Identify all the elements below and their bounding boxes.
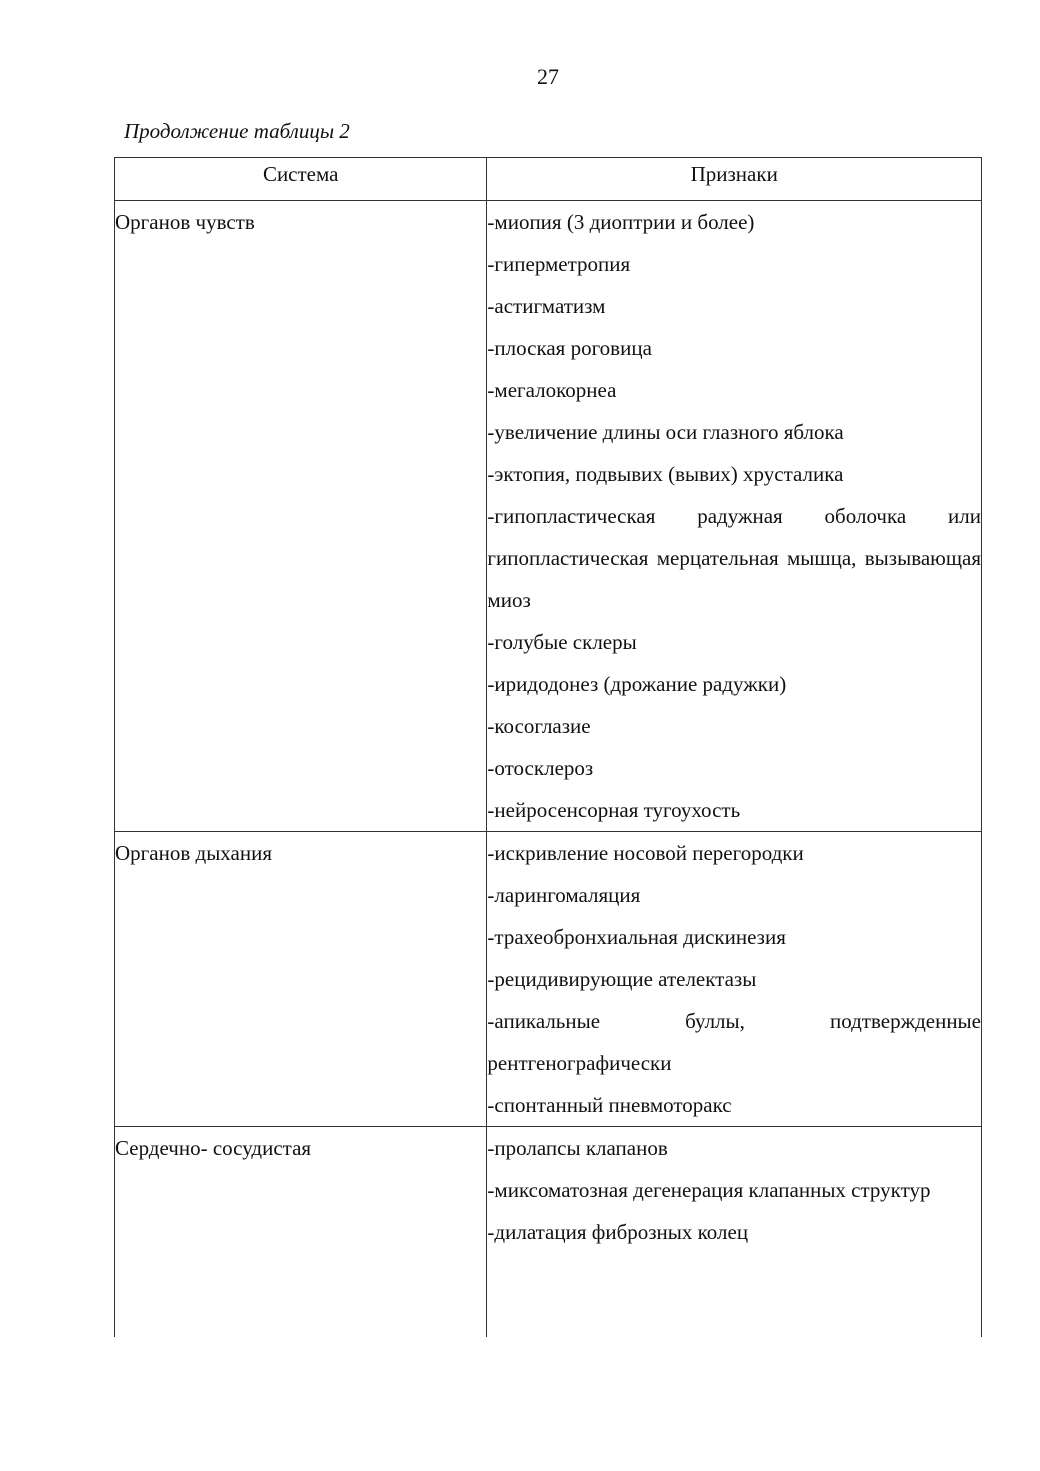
- sign-item: -рецидивирующие ателектазы: [487, 967, 757, 991]
- system-cell: Сердечно- сосудистая: [115, 1127, 487, 1338]
- system-cell: Органов дыхания: [115, 832, 487, 1127]
- sign-item: -отосклероз: [487, 756, 594, 780]
- sign-item: -эктопия, подвывих (вывих) хрусталика: [487, 462, 844, 486]
- sign-item: -увеличение длины оси глазного яблока: [487, 420, 844, 444]
- sign-item: -косоглазие: [487, 714, 591, 738]
- sign-item: -дилатация фиброзных колец: [487, 1220, 749, 1244]
- table-row: [115, 1127, 982, 1338]
- signs-cell: [487, 832, 982, 1127]
- sign-item: -нейросенсорная тугоухость: [487, 798, 741, 822]
- sign-item: -голубые склеры: [487, 630, 637, 654]
- sign-item: -гипопластическая радужная оболочка или гипопластическая мерцательная мышца, вызывающая миоз: [487, 504, 981, 612]
- header-signs: Признаки: [487, 158, 982, 201]
- sign-item: -спонтанный пневмоторакс: [487, 1093, 732, 1117]
- signs-table: [114, 157, 982, 1337]
- table-row: [115, 201, 982, 832]
- table-header-row: [115, 158, 982, 201]
- system-cell: Органов чувств: [115, 201, 487, 832]
- sign-item: -иридодонез (дрожание радужки): [487, 672, 787, 696]
- sign-item: -астигматизм: [487, 294, 606, 318]
- signs-cell: [487, 201, 982, 832]
- sign-item: -ларингомаляция: [487, 883, 641, 907]
- sign-item: -миксоматозная дегенерация клапанных структур: [487, 1178, 931, 1202]
- sign-item: -искривление носовой перегородки: [487, 841, 804, 865]
- sign-item: -трахеобронхиальная дискинезия: [487, 925, 786, 949]
- signs-cell: [487, 1127, 982, 1338]
- sign-item: -миопия (3 диоптрии и более): [487, 210, 755, 234]
- sign-item: -апикальные буллы, подтвержденные рентгенографически: [487, 1009, 981, 1075]
- sign-item: -мегалокорнеа: [487, 378, 617, 402]
- page-number: 27: [537, 64, 559, 89]
- sign-item: -плоская роговица: [487, 336, 652, 360]
- table-row: [115, 832, 982, 1127]
- sign-item: -пролапсы клапанов: [487, 1136, 668, 1160]
- table-continuation-label: Продолжение таблицы 2: [124, 119, 350, 143]
- sign-item: -гиперметропия: [487, 252, 631, 276]
- header-system: Система: [115, 158, 487, 201]
